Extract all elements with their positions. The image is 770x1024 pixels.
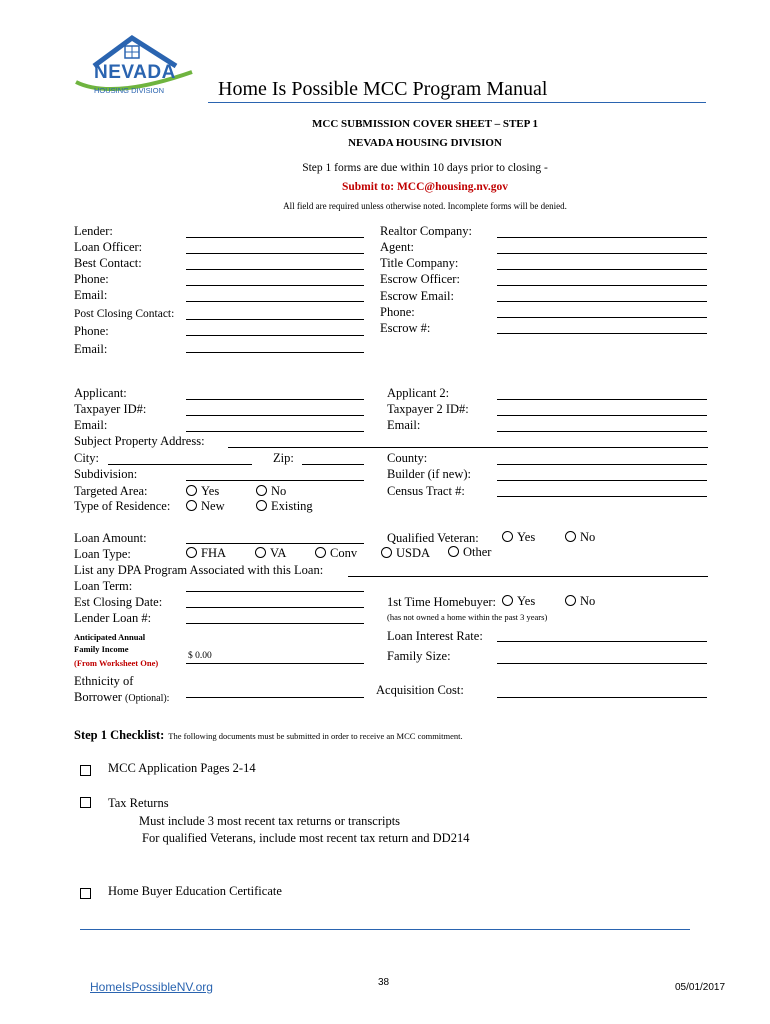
applicant-email-label: Email: — [74, 418, 108, 432]
first-time-yes-radio[interactable]: Yes — [502, 594, 535, 609]
veteran-yes-radio[interactable]: Yes — [502, 530, 535, 545]
radio-icon — [315, 547, 326, 558]
loan-term-field[interactable] — [186, 591, 364, 592]
qualified-veteran-label: Qualified Veteran: — [387, 531, 479, 545]
applicant2-email-field[interactable] — [497, 431, 707, 432]
logo-sub-text: HOUSING DIVISION — [94, 86, 165, 95]
checklist-item-application: MCC Application Pages 2-14 — [108, 761, 256, 775]
escrow-phone-field[interactable] — [497, 317, 707, 318]
radio-icon — [256, 500, 267, 511]
loan-type-usda-radio[interactable]: USDA — [381, 546, 430, 561]
builder-label: Builder (if new): — [387, 467, 472, 481]
residence-existing-radio[interactable]: Existing — [256, 499, 313, 514]
ethnicity-label-2: Borrower (Optional): — [74, 690, 170, 704]
escrow-email-label: Escrow Email: — [380, 289, 454, 303]
ethnicity-label-1: Ethnicity of — [74, 674, 134, 688]
applicant-email-field[interactable] — [186, 431, 364, 432]
taxpayer-id-label: Taxpayer ID#: — [74, 402, 147, 416]
cover-sheet-heading: MCC SUBMISSION COVER SHEET – STEP 1 — [312, 118, 538, 130]
title-company-label: Title Company: — [380, 256, 459, 270]
realtor-company-label: Realtor Company: — [380, 224, 472, 238]
radio-icon — [186, 547, 197, 558]
title-rule — [208, 102, 706, 103]
radio-icon — [381, 547, 392, 558]
radio-icon — [256, 485, 267, 496]
phone-label: Phone: — [74, 272, 109, 286]
radio-icon — [502, 595, 513, 606]
lender-field[interactable] — [186, 237, 364, 238]
footer-website-link[interactable]: HomeIsPossibleNV.org — [90, 980, 213, 994]
email-field[interactable] — [186, 285, 364, 286]
escrow-number-field[interactable] — [497, 333, 707, 334]
loan-type-fha-radio[interactable]: FHA — [186, 546, 226, 561]
post-closing-contact-field[interactable] — [186, 319, 364, 320]
checkbox-education[interactable] — [80, 888, 91, 899]
radio-icon — [255, 547, 266, 558]
logo-main-text: NEVADA — [94, 62, 176, 83]
taxpayer-id-field[interactable] — [186, 415, 364, 416]
agent-field[interactable] — [497, 253, 707, 254]
applicant2-label: Applicant 2: — [387, 386, 450, 400]
agent-label: Agent: — [380, 240, 415, 254]
email-field-2[interactable] — [186, 301, 364, 302]
loan-term-label: Loan Term: — [74, 579, 133, 593]
deadline-text: Step 1 forms are due within 10 days prior to closing - — [302, 162, 548, 174]
escrow-officer-field[interactable] — [497, 285, 707, 286]
escrow-number-label: Escrow #: — [380, 321, 431, 335]
veteran-no-radio[interactable]: No — [565, 530, 595, 545]
subject-property-label: Subject Property Address: — [74, 434, 205, 448]
dpa-program-label: List any DPA Program Associated with this Loan: — [74, 563, 324, 577]
loan-type-label: Loan Type: — [74, 547, 131, 561]
ethnicity-field[interactable] — [186, 697, 364, 698]
applicant-label: Applicant: — [74, 386, 127, 400]
loan-type-conv-radio[interactable]: Conv — [315, 546, 357, 561]
division-heading: NEVADA HOUSING DIVISION — [348, 137, 502, 149]
radio-icon — [565, 595, 576, 606]
escrow-phone-label: Phone: — [380, 305, 415, 319]
first-time-buyer-label: 1st Time Homebuyer: — [387, 595, 497, 609]
footer-rule — [80, 929, 690, 930]
checkbox-tax-returns[interactable] — [80, 797, 91, 808]
page-title: Home Is Possible MCC Program Manual — [218, 78, 548, 100]
income-value[interactable]: $ 0.00 — [188, 651, 212, 661]
phone-field[interactable] — [186, 269, 364, 270]
checklist-item-education: Home Buyer Education Certificate — [108, 884, 282, 898]
post-email-label: Email: — [74, 342, 108, 356]
income-label-1: Anticipated Annual — [74, 632, 146, 642]
taxpayer2-id-label: Taxpayer 2 ID#: — [387, 402, 469, 416]
census-tract-field[interactable] — [497, 496, 707, 497]
zip-field[interactable] — [302, 464, 364, 465]
applicant2-email-label: Email: — [387, 418, 421, 432]
loan-type-other-radio[interactable]: Other — [448, 545, 491, 560]
city-field[interactable] — [108, 464, 252, 465]
family-size-label: Family Size: — [387, 649, 451, 663]
realtor-company-field[interactable] — [497, 237, 707, 238]
income-field[interactable] — [186, 663, 364, 664]
best-contact-label: Best Contact: — [74, 256, 142, 270]
escrow-officer-label: Escrow Officer: — [380, 272, 460, 286]
checkbox-application[interactable] — [80, 765, 91, 776]
post-phone-label: Phone: — [74, 324, 109, 338]
nevada-housing-logo — [72, 32, 200, 102]
escrow-email-field[interactable] — [497, 301, 707, 302]
applicant-field[interactable] — [186, 399, 364, 400]
interest-rate-label: Loan Interest Rate: — [387, 629, 483, 643]
subdivision-field[interactable] — [186, 480, 364, 481]
first-time-no-radio[interactable]: No — [565, 594, 595, 609]
loan-officer-label: Loan Officer: — [74, 240, 143, 254]
zip-label: Zip: — [273, 451, 294, 465]
subject-property-field[interactable] — [228, 447, 708, 448]
census-tract-label: Census Tract #: — [387, 484, 465, 498]
builder-field[interactable] — [497, 480, 707, 481]
radio-icon — [186, 500, 197, 511]
checklist-heading: Step 1 Checklist: The following documents must be submitted in order to receive an MCC commitment. — [74, 728, 463, 742]
email-label: Email: — [74, 288, 108, 302]
title-company-field[interactable] — [497, 269, 707, 270]
post-phone-field[interactable] — [186, 335, 364, 336]
county-field[interactable] — [497, 464, 707, 465]
closing-date-field[interactable] — [186, 607, 364, 608]
income-label-2: Family Income — [74, 644, 129, 654]
county-label: County: — [387, 451, 428, 465]
footer-date: 05/01/2017 — [675, 982, 726, 993]
residence-new-radio[interactable]: New — [186, 499, 225, 514]
subdivision-label: Subdivision: — [74, 467, 138, 481]
interest-rate-field[interactable] — [497, 641, 707, 642]
residence-type-label: Type of Residence: — [74, 499, 171, 513]
first-time-note: (has not owned a home within the past 3 years) — [387, 612, 548, 622]
targeted-no-radio[interactable]: No — [256, 484, 286, 499]
page-number: 38 — [378, 977, 390, 988]
lender-label: Lender: — [74, 224, 113, 238]
requirements-note: All field are required unless otherwise noted. Incomplete forms will be denied. — [283, 201, 567, 211]
loan-type-va-radio[interactable]: VA — [255, 546, 286, 561]
tax-returns-detail-1: Must include 3 most recent tax returns or transcripts — [139, 814, 401, 828]
acquisition-cost-label: Acquisition Cost: — [376, 683, 464, 697]
post-email-field[interactable] — [186, 352, 364, 353]
tax-returns-detail-2: For qualified Veterans, include most recent tax return and DD214 — [142, 831, 470, 845]
dpa-program-field[interactable] — [348, 576, 708, 577]
checklist-item-tax-returns: Tax Returns — [108, 796, 169, 810]
post-closing-contact-label: Post Closing Contact: — [74, 308, 175, 320]
taxpayer2-id-field[interactable] — [497, 415, 707, 416]
lender-loan-number-label: Lender Loan #: — [74, 611, 152, 625]
submit-email[interactable]: Submit to: MCC@housing.nv.gov — [342, 181, 508, 193]
targeted-yes-radio[interactable]: Yes — [186, 484, 219, 499]
loan-amount-field[interactable] — [186, 543, 364, 544]
acquisition-cost-field[interactable] — [497, 697, 707, 698]
radio-icon — [502, 531, 513, 542]
radio-icon — [565, 531, 576, 542]
income-label-3: (From Worksheet One) — [74, 658, 159, 668]
closing-date-label: Est Closing Date: — [74, 595, 163, 609]
best-contact-field[interactable] — [186, 253, 364, 254]
city-label: City: — [74, 451, 100, 465]
loan-amount-label: Loan Amount: — [74, 531, 147, 545]
targeted-area-label: Targeted Area: — [74, 484, 148, 498]
radio-icon — [186, 485, 197, 496]
applicant2-field[interactable] — [497, 399, 707, 400]
radio-icon — [448, 546, 459, 557]
family-size-field[interactable] — [497, 663, 707, 664]
lender-loan-number-field[interactable] — [186, 623, 364, 624]
